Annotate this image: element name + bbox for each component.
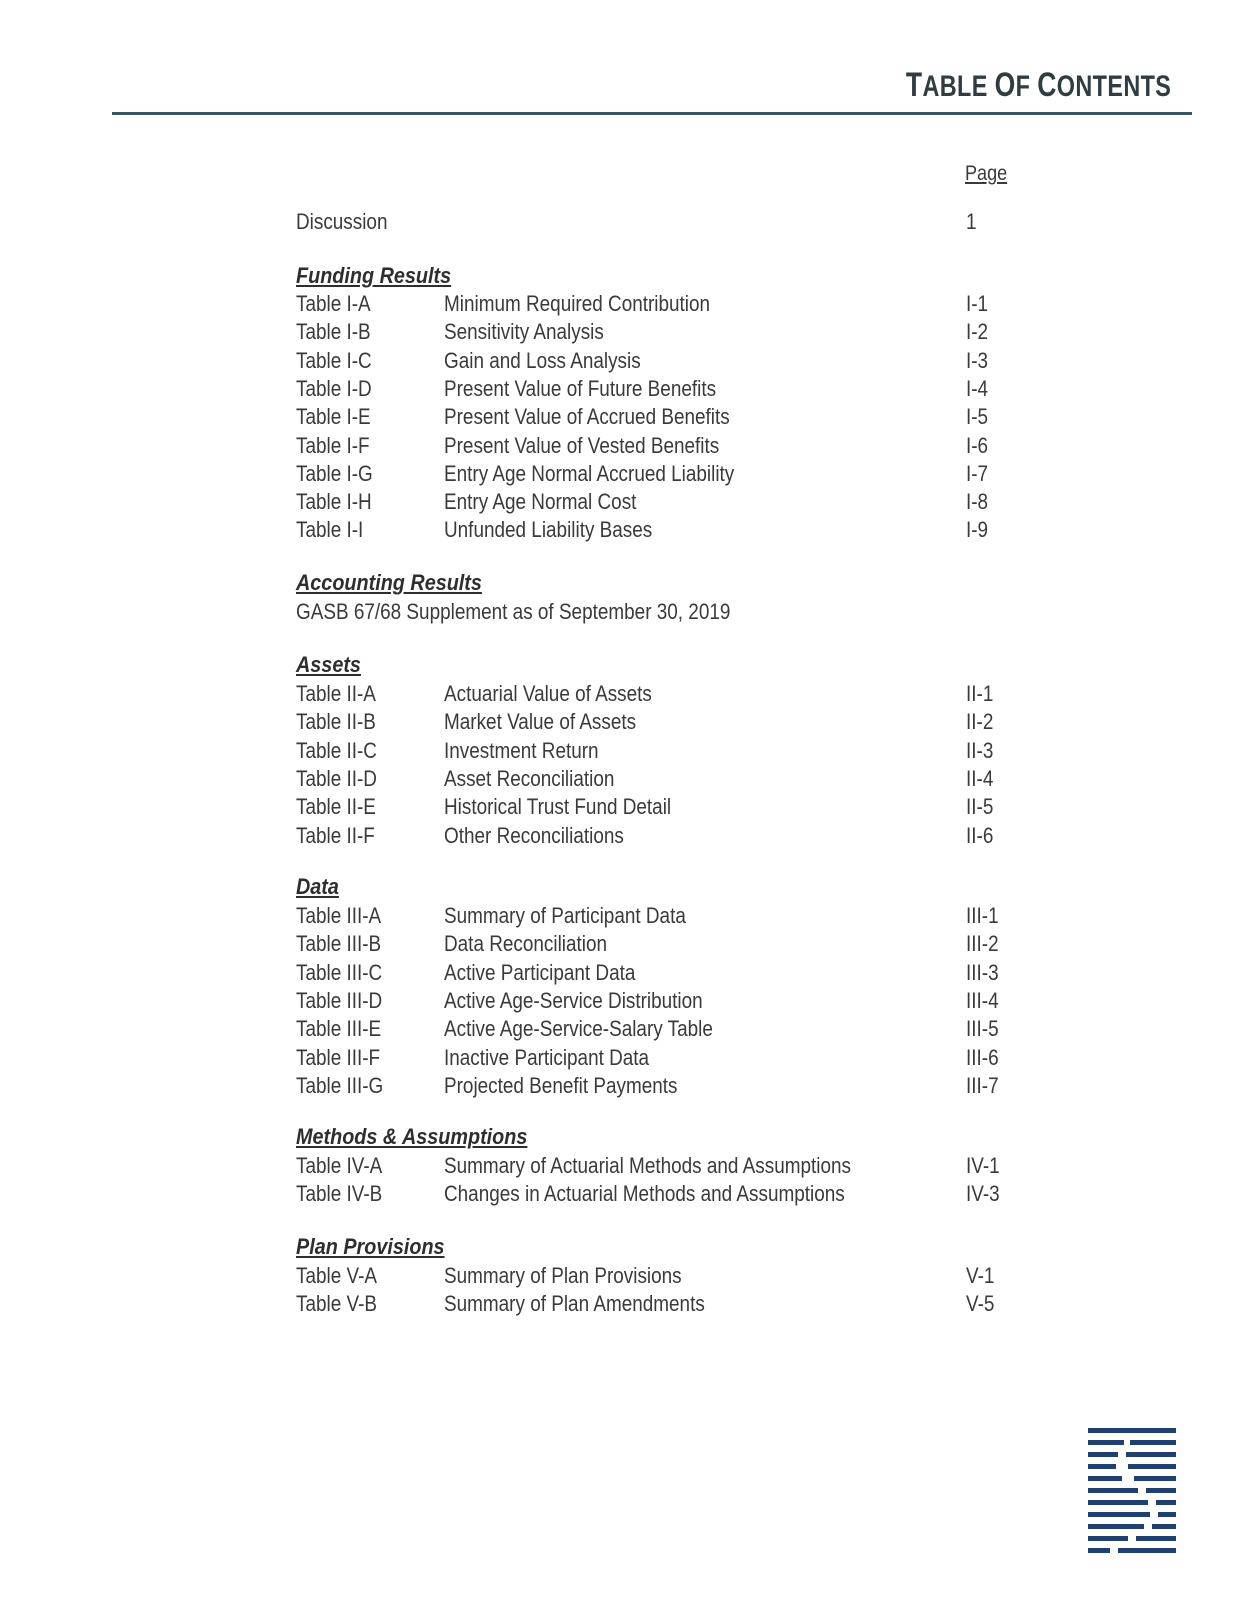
toc-entry[interactable] — [296, 1015, 1016, 1043]
toc-entry[interactable] — [296, 737, 1016, 765]
toc-entry[interactable] — [296, 680, 1016, 708]
toc-entry-id: Table II-E — [296, 794, 376, 820]
toc-entry-id: Table I-H — [296, 489, 372, 515]
toc-entry-title: Summary of Plan Provisions — [444, 1263, 682, 1288]
section-title-data: Data — [296, 874, 339, 899]
toc-entry[interactable] — [296, 1180, 1016, 1208]
toc-entry-title: Entry Age Normal Accrued Liability — [444, 460, 735, 486]
toc-entry-title: Unfunded Liability Bases — [444, 517, 653, 543]
toc-entry[interactable] — [296, 765, 1016, 793]
toc-entry-title: Other Reconciliations — [444, 822, 624, 848]
page-column-heading: Page — [965, 162, 1008, 185]
toc-entry-id: Table III-C — [296, 959, 383, 985]
toc-entry-id: Table I-C — [296, 347, 372, 373]
toc-entry[interactable] — [296, 1044, 1016, 1072]
toc-entry[interactable] — [296, 432, 1016, 460]
toc-entry-page: V-5 — [966, 1291, 995, 1317]
toc-entry-id: Table I-B — [296, 319, 371, 345]
toc-entry-id: Table I-E — [296, 404, 371, 430]
toc-entry-page: III-3 — [966, 959, 999, 985]
toc-entry-id: Table II-D — [296, 765, 377, 791]
toc-entry-id: Table III-F — [296, 1044, 381, 1070]
logo-stripes — [1088, 1428, 1176, 1553]
toc-entry-id: Table V-A — [296, 1263, 377, 1288]
toc-entry-id: Table I-F — [296, 432, 370, 458]
toc-entry-page: I-8 — [966, 489, 989, 515]
toc-entry-id: Table III-E — [296, 1016, 382, 1042]
toc-entry-id: Table II-F — [296, 822, 375, 848]
toc-entry-title: Summary of Plan Amendments — [444, 1291, 705, 1317]
toc-entry-title: Active Age-Service-Salary Table — [444, 1016, 713, 1042]
toc-entry-page: II-1 — [966, 681, 994, 706]
toc-entry-id: Table I-G — [296, 460, 373, 486]
toc-entry-page: III-2 — [966, 931, 999, 957]
toc-entry-title: Historical Trust Fund Detail — [444, 794, 672, 820]
toc-entry-title: Projected Benefit Payments — [444, 1072, 678, 1098]
toc-entry-title: Discussion — [296, 209, 388, 234]
toc-entry-title: Entry Age Normal Cost — [444, 489, 637, 515]
toc-entry[interactable] — [296, 1072, 1016, 1100]
toc-entry-title: Asset Reconciliation — [444, 765, 615, 791]
toc-entry[interactable] — [296, 987, 1016, 1015]
toc-entry[interactable] — [296, 516, 1016, 544]
toc-entry-page: III-5 — [966, 1016, 999, 1042]
toc-entry-page: I-4 — [966, 375, 989, 401]
toc-entry-page: II-4 — [966, 765, 994, 791]
toc-entry-title: Gain and Loss Analysis — [444, 347, 641, 373]
toc-entry[interactable] — [296, 1290, 1016, 1318]
toc-entry-title: Investment Return — [444, 737, 599, 763]
toc-entry-page: I-1 — [966, 291, 989, 316]
toc-entry-title: Data Reconciliation — [444, 931, 608, 957]
toc-entry-page: I-9 — [966, 517, 989, 543]
section-title-accounting: Accounting Results — [296, 570, 482, 595]
toc-entry-page: II-3 — [966, 737, 994, 763]
toc-entry-title: Summary of Participant Data — [444, 903, 686, 928]
toc-entry-discussion[interactable] — [296, 208, 1016, 236]
toc-entry-id: Table IV-A — [296, 1153, 383, 1178]
toc-entry-page: IV-3 — [966, 1181, 1000, 1207]
accounting-subtitle-line — [296, 598, 1016, 626]
toc-entry-page: III-6 — [966, 1044, 999, 1070]
toc-entry-title: Active Participant Data — [444, 959, 636, 985]
toc-entry-id: Table III-G — [296, 1072, 384, 1098]
toc-entry[interactable] — [296, 403, 1016, 431]
toc-entry-page: II-5 — [966, 794, 994, 820]
toc-entry-page: I-3 — [966, 347, 989, 373]
toc-entry[interactable] — [296, 347, 1016, 375]
toc-entry-id: Table II-A — [296, 681, 376, 706]
toc-entry[interactable] — [296, 488, 1016, 516]
toc-entry-title: Minimum Required Contribution — [444, 291, 711, 316]
toc-entry-title: Present Value of Future Benefits — [444, 375, 717, 401]
toc-entry-id: Table V-B — [296, 1291, 377, 1317]
toc-entry-page: II-2 — [966, 709, 994, 735]
toc-entry-id: Table II-B — [296, 709, 376, 735]
toc-entry-page: I-5 — [966, 404, 989, 430]
toc-entry-page: I-2 — [966, 319, 989, 345]
toc-entry[interactable] — [296, 959, 1016, 987]
toc-entry[interactable] — [296, 1152, 1016, 1180]
toc-entry-title: Present Value of Vested Benefits — [444, 432, 720, 458]
toc-entry-id: Table II-C — [296, 737, 377, 763]
accounting-subtitle: GASB 67/68 Supplement as of September 30, 2019 — [296, 599, 731, 624]
toc-entry-title: Summary of Actuarial Methods and Assumptions — [444, 1153, 851, 1178]
toc-entry-page: V-1 — [966, 1263, 995, 1288]
toc-entry-title: Inactive Participant Data — [444, 1044, 650, 1070]
toc-entry-title: Changes in Actuarial Methods and Assumptions — [444, 1181, 845, 1207]
section-title-assets: Assets — [296, 652, 361, 677]
toc-entry[interactable] — [296, 902, 1016, 930]
company-logo-icon — [1088, 1428, 1178, 1560]
toc-entry-id: Table III-B — [296, 931, 382, 957]
toc-entry-page: I-7 — [966, 460, 989, 486]
toc-entry-page: III-7 — [966, 1072, 999, 1098]
section-title-plan: Plan Provisions — [296, 1234, 445, 1259]
toc-entry-id: Table I-I — [296, 517, 364, 543]
section-title-funding: Funding Results — [296, 263, 452, 288]
toc-entry-page: 1 — [966, 209, 977, 234]
toc-entry-id: Table III-A — [296, 903, 382, 928]
page-header-title: TABLE OF CONTENTS — [905, 66, 1171, 104]
toc-entry-title: Sensitivity Analysis — [444, 319, 604, 345]
toc-entry-page: I-6 — [966, 432, 989, 458]
toc-entry-page: II-6 — [966, 822, 994, 848]
toc-entry[interactable] — [296, 1262, 1016, 1290]
toc-entry[interactable] — [296, 290, 1016, 318]
toc-entry-title: Active Age-Service Distribution — [444, 987, 703, 1013]
toc-entry-id: Table IV-B — [296, 1181, 383, 1207]
toc-entry-page: III-1 — [966, 903, 999, 928]
toc-entry[interactable] — [296, 708, 1016, 736]
header-rule — [112, 112, 1192, 115]
toc-entry[interactable] — [296, 793, 1016, 821]
toc-entry[interactable] — [296, 930, 1016, 958]
toc-entry-id: Table III-D — [296, 987, 383, 1013]
toc-entry-page: III-4 — [966, 987, 999, 1013]
toc-entry[interactable] — [296, 460, 1016, 488]
toc-entry-page: IV-1 — [966, 1153, 1000, 1178]
toc-entry-id: Table I-A — [296, 291, 371, 316]
toc-entry[interactable] — [296, 822, 1016, 850]
toc-entry-id: Table I-D — [296, 375, 372, 401]
toc-entry[interactable] — [296, 318, 1016, 346]
toc-entry-title: Present Value of Accrued Benefits — [444, 404, 730, 430]
toc-entry-title: Market Value of Assets — [444, 709, 637, 735]
section-title-methods: Methods & Assumptions — [296, 1124, 528, 1149]
toc-entry-title: Actuarial Value of Assets — [444, 681, 652, 706]
toc-entry[interactable] — [296, 375, 1016, 403]
